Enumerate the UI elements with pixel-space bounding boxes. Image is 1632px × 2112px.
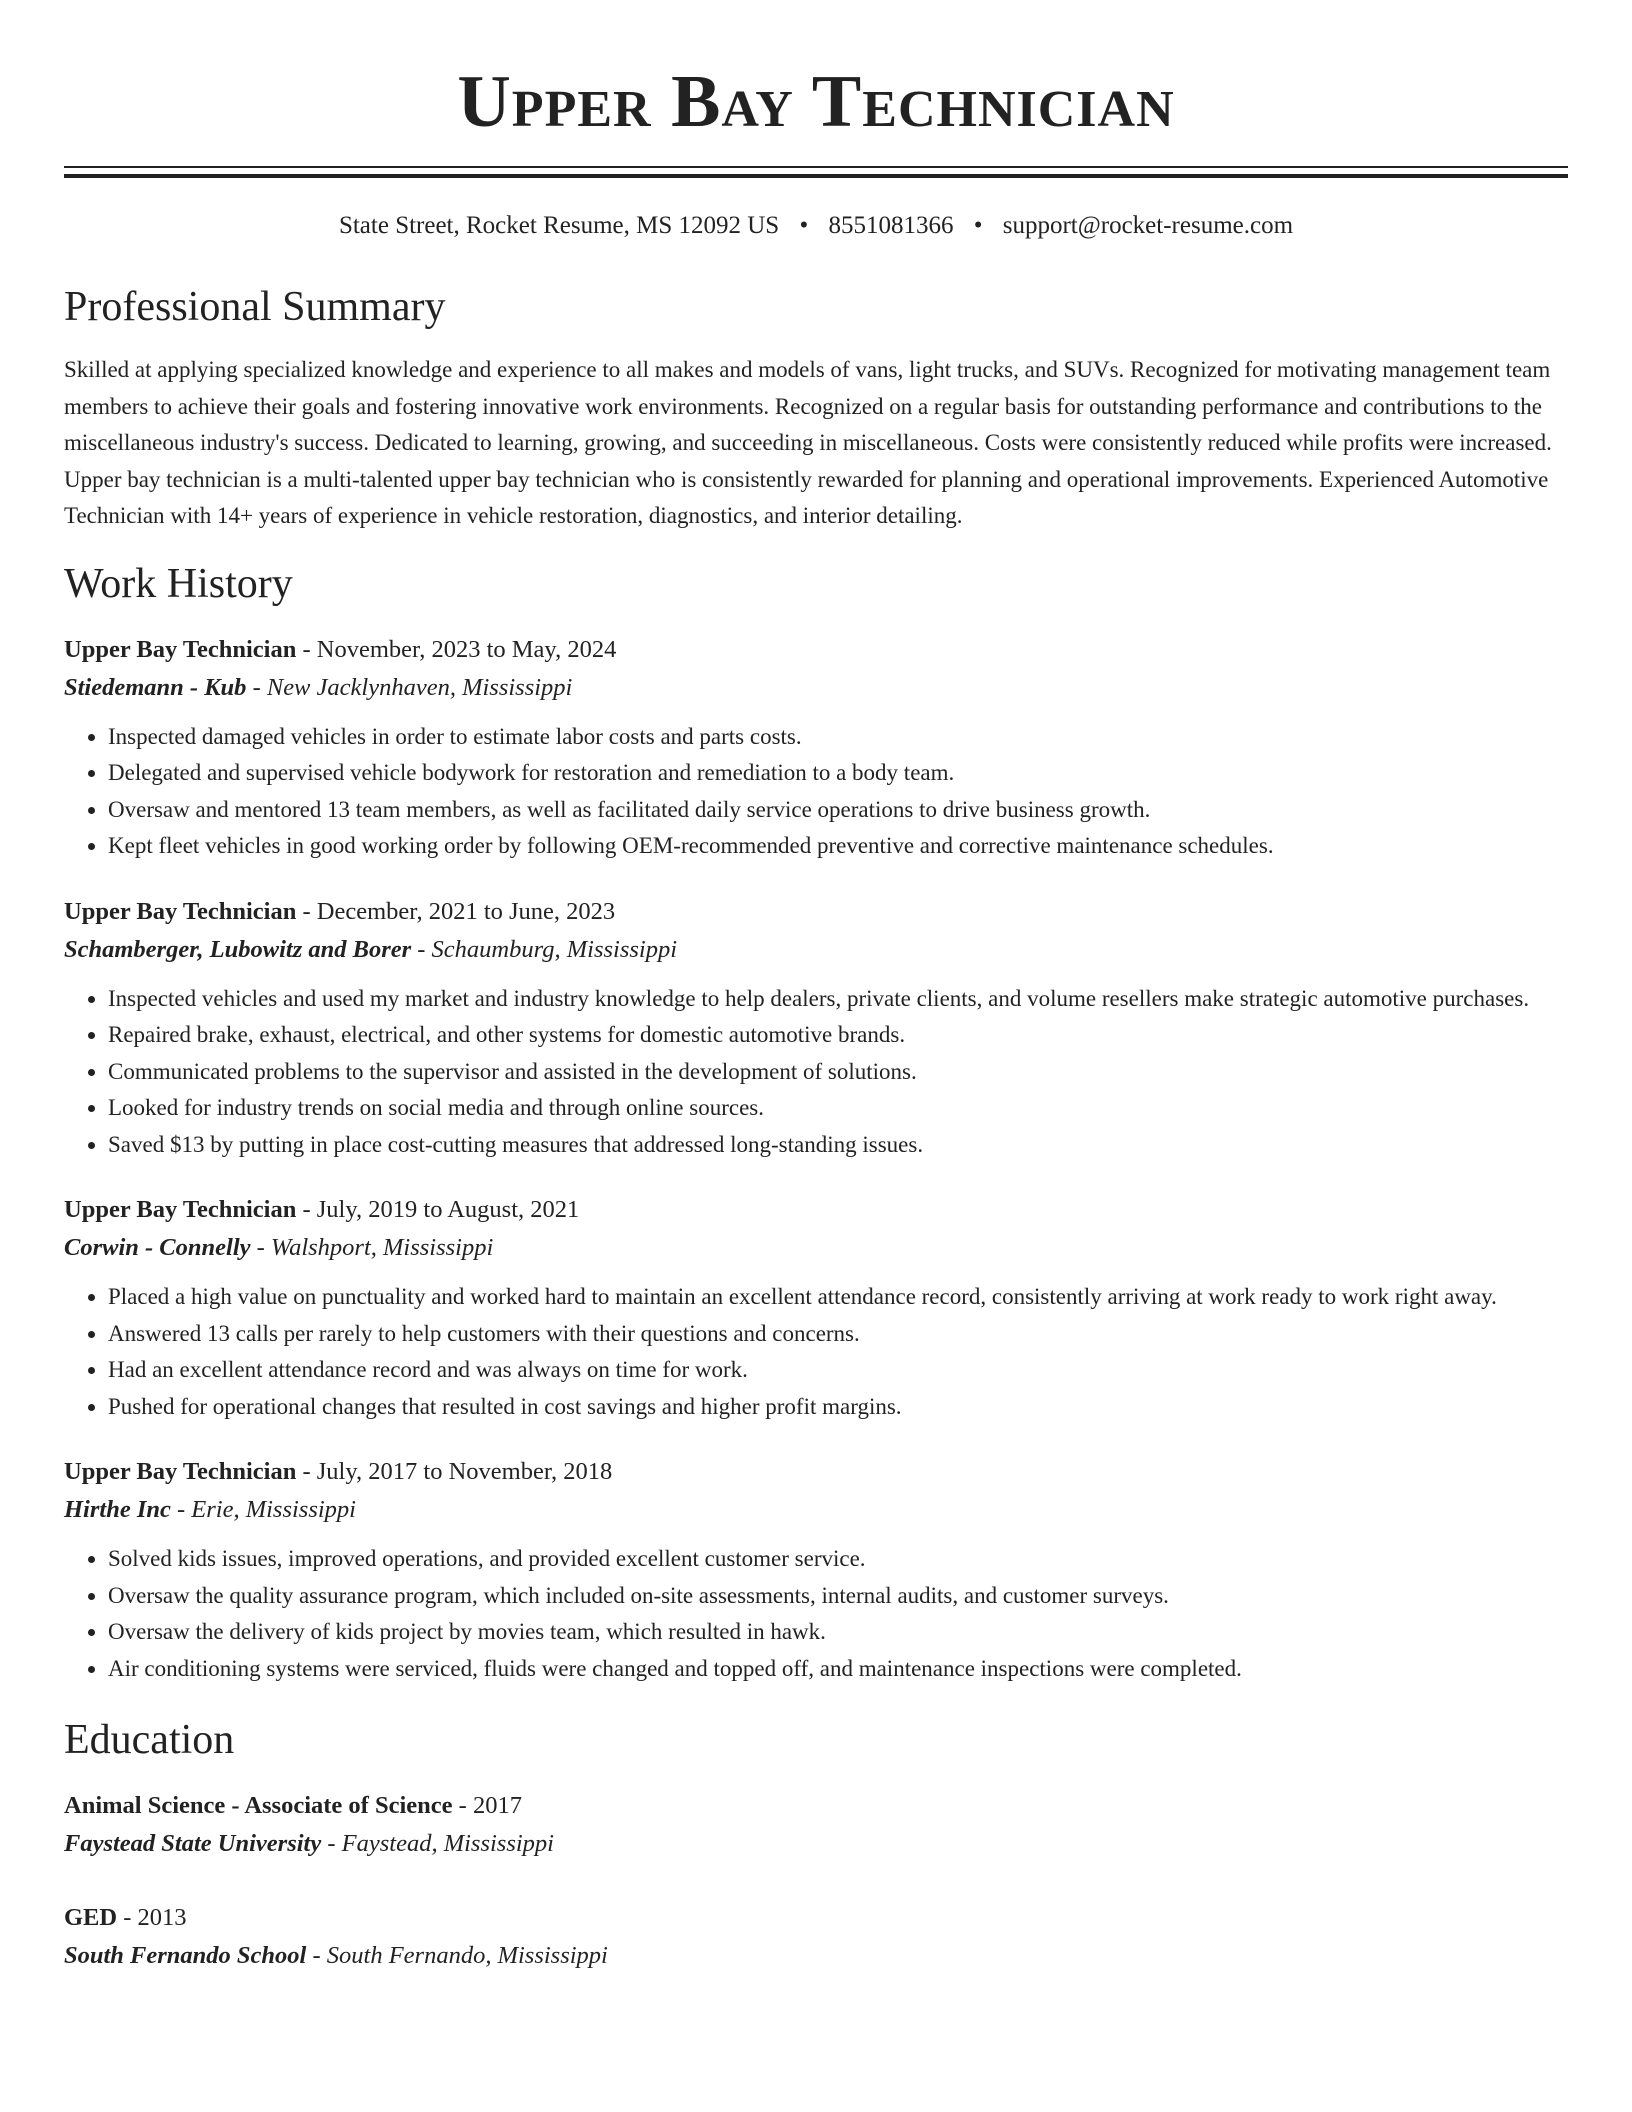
job-dates: - July, 2017 to November, 2018 (296, 1458, 613, 1485)
header-rule-thick (64, 174, 1568, 178)
job-bullets (64, 981, 1568, 1164)
job-bullets (64, 1279, 1568, 1425)
job-bullet: • Inspected vehicles and used my market and industry knowledge to help dealers, private clients, and volume resellers make strategic automotive purchases. (108, 981, 1568, 1018)
job-bullet: • Solved kids issues, improved operations, and provided excellent customer service. (108, 1541, 1568, 1578)
job-bullet: • Delegated and supervised vehicle bodywork for restoration and remediation to a body team. (108, 755, 1568, 792)
job-bullet: • Had an excellent attendance record and was always on time for work. (108, 1352, 1568, 1389)
job-location: - Erie, Mississippi (170, 1496, 356, 1523)
contact-email: support@rocket-resume.com (1002, 212, 1294, 239)
job-title-line (64, 1191, 1568, 1229)
job-title-line (64, 1453, 1568, 1491)
education-year: - 2017 (452, 1792, 522, 1819)
education-degree-line (64, 1899, 1568, 1937)
job-dates: - July, 2019 to August, 2021 (296, 1196, 580, 1223)
education-year: - 2013 (117, 1904, 187, 1931)
contact-phone: 8551081366 (828, 212, 954, 239)
job-role: Upper Bay Technician (64, 1458, 297, 1485)
education-school-line (64, 1825, 1568, 1863)
contact-separator: • (799, 212, 809, 239)
job-bullet: • Looked for industry trends on social media and through online sources. (108, 1090, 1568, 1127)
job-bullet: • Inspected damaged vehicles in order to estimate labor costs and parts costs. (108, 719, 1568, 756)
job-dates: - November, 2023 to May, 2024 (296, 635, 617, 663)
education-location: - Faystead, Mississippi (321, 1830, 554, 1857)
summary-heading: Professional Summary (64, 284, 446, 330)
job-company-line (64, 669, 1568, 707)
job-bullet: • Saved $13 by putting in place cost-cutting measures that addressed long-standing issues. (108, 1127, 1568, 1164)
education-school-line (64, 1937, 1568, 1975)
job-dates: - December, 2021 to June, 2023 (296, 897, 616, 925)
job-bullets (64, 1541, 1568, 1687)
contact-separator: • (973, 212, 983, 239)
job-company: Stiedemann - Kub (64, 673, 247, 701)
job-role: Upper Bay Technician (64, 897, 297, 925)
header-rule-thin (64, 166, 1568, 168)
contact-address: State Street, Rocket Resume, MS 12092 US (338, 212, 780, 239)
education-entry (64, 1899, 1568, 1975)
job-title-line (64, 893, 1568, 931)
job-bullet: • Communicated problems to the supervisor and assisted in the development of solutions. (108, 1054, 1568, 1091)
job-location: - Walshport, Mississippi (250, 1234, 494, 1261)
education-heading: Education (64, 1717, 235, 1763)
education-degree: GED (64, 1904, 118, 1931)
contact-line (64, 210, 1568, 242)
job-company: Hirthe Inc (64, 1496, 171, 1523)
job-bullet: • Answered 13 calls per rarely to help customers with their questions and concerns. (108, 1316, 1568, 1353)
job-entry (64, 1453, 1568, 1687)
education-degree: Animal Science - Associate of Science (64, 1792, 453, 1819)
job-company: Schamberger, Lubowitz and Borer (64, 935, 412, 963)
education-school: South Fernando School (64, 1942, 307, 1969)
job-role: Upper Bay Technician (64, 1196, 297, 1223)
job-bullet: • Pushed for operational changes that resulted in cost savings and higher profit margins. (108, 1389, 1568, 1426)
job-bullet: • Repaired brake, exhaust, electrical, and other systems for domestic automotive brands. (108, 1017, 1568, 1054)
job-bullet: • Oversaw the delivery of kids project by movies team, which resulted in hawk. (108, 1614, 1568, 1651)
education-location: - South Fernando, Mississippi (306, 1942, 608, 1969)
job-entry (64, 631, 1568, 865)
job-bullet: • Oversaw the quality assurance program, which included on-site assessments, internal audits, and customer surveys. (108, 1578, 1568, 1615)
job-entry (64, 893, 1568, 1164)
job-bullets (64, 719, 1568, 865)
resume-name: Upper Bay Technician (457, 61, 1175, 143)
education-degree-line (64, 1787, 1568, 1825)
job-company: Corwin - Connelly (64, 1234, 251, 1261)
job-company-line (64, 1229, 1568, 1267)
job-company-line (64, 931, 1568, 969)
job-entry (64, 1191, 1568, 1425)
education-entry (64, 1787, 1568, 1863)
work-history-heading: Work History (64, 560, 293, 607)
job-title-line (64, 631, 1568, 669)
job-role: Upper Bay Technician (64, 635, 297, 663)
job-bullet: • Kept fleet vehicles in good working order by following OEM-recommended preventive and corrective maintenance schedules. (108, 828, 1568, 865)
education-school: Faystead State University (64, 1830, 322, 1857)
job-bullet: • Air conditioning systems were serviced, fluids were changed and topped off, and maintenance inspections were completed. (108, 1651, 1568, 1688)
summary-text: Skilled at applying specialized knowledge and experience to all makes and models of vans, light trucks, and SUVs. Recognized for motivating management team members to achieve their goals and fostering innovative work environments. Recognized on a regular basis for outstanding performance and contributions to the miscellaneous industry's success. Dedicated to learning, growing, and succeeding in miscellaneous. Costs were consistently reduced while profits were increased. Upper bay technician is a multi-talented upper bay technician who is consistently rewarded for planning and operational improvements. Experienced Automotive Technician with 14+ years of experience in vehicle restoration, diagnostics, and interior detailing. (64, 357, 1552, 528)
job-company-line (64, 1491, 1568, 1529)
job-location: - New Jacklynhaven, Mississippi (246, 673, 573, 701)
job-location: - Schaumburg, Mississippi (411, 935, 678, 963)
job-bullet: • Placed a high value on punctuality and worked hard to maintain an excellent attendance record, consistently arriving at work ready to work right away. (108, 1279, 1568, 1316)
job-bullet: • Oversaw and mentored 13 team members, as well as facilitated daily service operations to drive business growth. (108, 792, 1568, 829)
